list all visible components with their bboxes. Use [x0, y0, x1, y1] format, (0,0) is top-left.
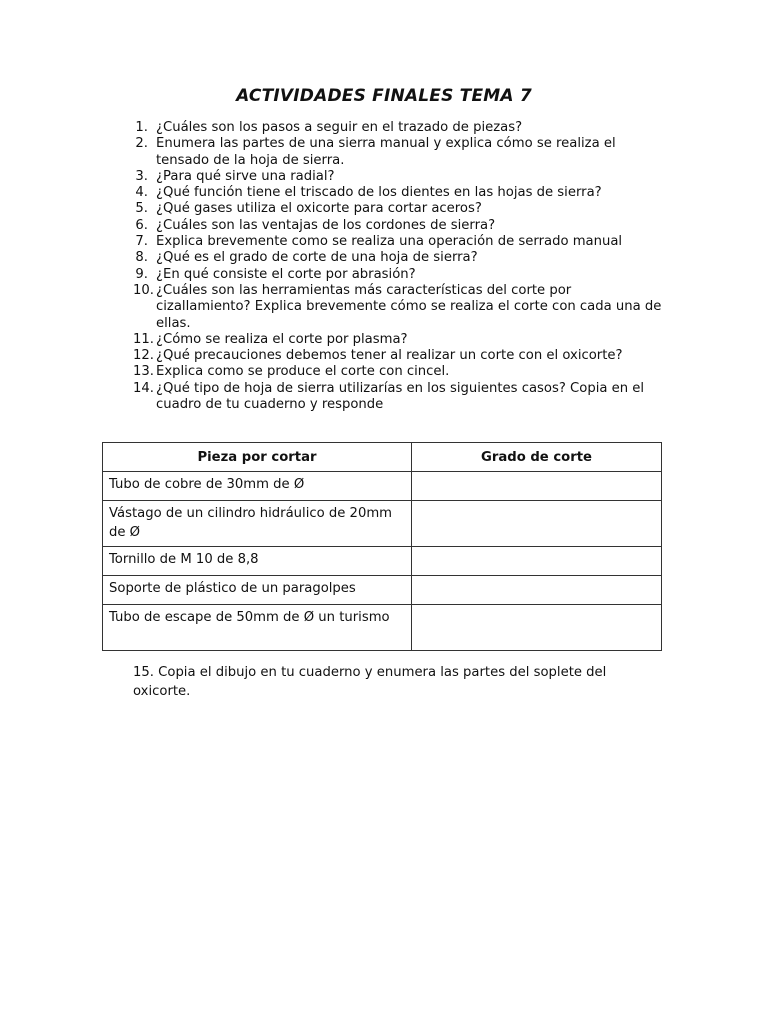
question-text: ¿Qué es el grado de corte de una hoja de sierra?: [156, 250, 478, 266]
question-number: 8.: [135, 250, 148, 266]
table-cell-piece: Tubo de escape de 50mm de Ø un turismo: [103, 605, 412, 651]
table-cell-piece: Vástago de un cilindro hidráulico de 20mm de Ø: [103, 501, 412, 547]
question-number: 9.: [135, 266, 148, 282]
question-text: ¿Qué gases utiliza el oxicorte para cortar aceros?: [156, 201, 482, 217]
question-text: ¿Qué tipo de hoja de sierra utilizarías en los siguientes casos? Copia en el cuadro de tu cuaderno y responde: [156, 380, 645, 413]
list-item: [108, 348, 668, 364]
question-text: ¿Cómo se realiza el corte por plasma?: [156, 331, 408, 347]
question-text: ¿Cuáles son las ventajas de los cordones de sierra?: [156, 217, 496, 233]
table-row: [103, 472, 662, 501]
list-item: [108, 250, 668, 266]
question-text: ¿En qué consiste el corte por abrasión?: [156, 266, 416, 282]
question-text: ¿Para qué sirve una radial?: [156, 168, 335, 184]
table-cell-grade: [412, 472, 662, 501]
list-item: [108, 381, 668, 414]
question-number: 2.: [135, 136, 148, 152]
table-header-row: [103, 443, 662, 472]
cutting-grade-table: [102, 442, 662, 651]
question-text: Explica brevemente como se realiza una operación de serrado manual: [156, 234, 623, 250]
column-header-grade: Grado de corte: [412, 443, 662, 472]
list-item: [108, 136, 668, 169]
question-number: 7.: [135, 234, 148, 250]
table-row: [103, 547, 662, 576]
question-text: ¿Cuáles son las herramientas más características del corte por cizallamiento? Explica brevemente cómo se realiza el corte con cada una de ellas.: [156, 282, 662, 331]
table-row: [103, 605, 662, 651]
list-item: [108, 185, 668, 201]
question-text: ¿Cuáles son los pasos a seguir en el trazado de piezas?: [156, 120, 523, 135]
question-number: 14.: [133, 380, 154, 396]
question-text: ¿Qué función tiene el triscado de los dientes en las hojas de sierra?: [156, 185, 602, 201]
table-cell-grade: [412, 547, 662, 576]
list-item: [108, 234, 668, 250]
question-number: 11.: [133, 331, 154, 347]
list-item: [108, 218, 668, 234]
list-item: [108, 267, 668, 283]
list-item: [108, 169, 668, 185]
table-row: [103, 501, 662, 547]
list-item: [108, 283, 668, 332]
question-number: 1.: [135, 120, 148, 135]
page-title: ACTIVIDADES FINALES TEMA 7: [236, 86, 532, 106]
table-row: [103, 576, 662, 605]
question-text: ¿Qué precauciones debemos tener al realizar un corte con el oxicorte?: [156, 348, 623, 364]
table-cell-piece: Tornillo de M 10 de 8,8: [103, 547, 412, 576]
table-cell-piece: Tubo de cobre de 30mm de Ø: [103, 472, 412, 501]
list-item: [108, 332, 668, 348]
question-number: 3.: [135, 168, 148, 184]
list-item: [108, 201, 668, 217]
table-cell-piece: Soporte de plástico de un paragolpes: [103, 576, 412, 605]
table-cell-grade: [412, 605, 662, 651]
question-number: 13.: [133, 364, 154, 380]
list-item: [108, 120, 668, 136]
list-item: [108, 364, 668, 380]
table-cell-grade: [412, 501, 662, 547]
question-number: 6.: [135, 217, 148, 233]
question-number: 12.: [133, 348, 154, 364]
question-15: 15. Copia el dibujo en tu cuaderno y enumera las partes del soplete del oxicorte.: [133, 665, 607, 699]
question-text: Explica como se produce el corte con cincel.: [156, 364, 450, 380]
question-number: 4.: [135, 185, 148, 201]
question-text: Enumera las partes de una sierra manual y explica cómo se realiza el tensado de la hoja de sierra.: [156, 136, 616, 168]
column-header-piece: Pieza por cortar: [103, 443, 412, 472]
question-list: [108, 120, 668, 413]
question-number: 5.: [135, 201, 148, 217]
question-number: 10.: [133, 282, 154, 298]
table-cell-grade: [412, 576, 662, 605]
